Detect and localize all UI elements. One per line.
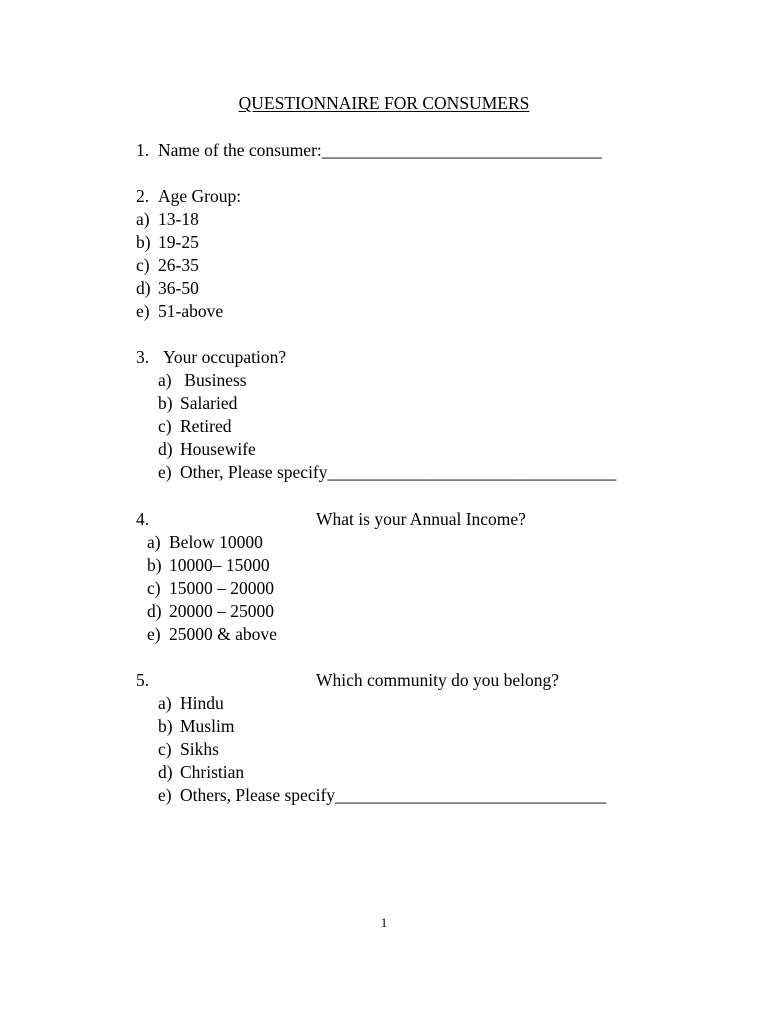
question-3-option-b-letter: b) <box>158 393 173 413</box>
question-3-text: Your occupation? <box>163 347 287 367</box>
question-3-option-d-letter: d) <box>158 439 173 459</box>
question-3-option-d-text: Housewife <box>180 439 256 459</box>
question-2-option-c-letter: c) <box>136 255 150 275</box>
question-2-option-b-letter: b) <box>136 232 151 252</box>
question-3-option-e-text: Other, Please specify_________________________________ <box>180 462 617 482</box>
question-3-option-c-letter: c) <box>158 416 172 436</box>
question-4-option-b-letter: b) <box>147 555 162 575</box>
question-4-text: What is your Annual Income? <box>316 509 526 529</box>
question-1-number: 1. <box>136 140 150 160</box>
question-3-number: 3. <box>136 347 150 367</box>
question-5-option-a-text: Hindu <box>180 693 224 713</box>
question-5-option-d-letter: d) <box>158 762 173 782</box>
question-4-option-c-letter: c) <box>147 578 161 598</box>
question-4-option-a-text: Below 10000 <box>169 532 263 552</box>
question-2-option-c-text: 26-35 <box>158 255 199 275</box>
question-5-option-b-text: Muslim <box>180 716 235 736</box>
question-4-option-e-text: 25000 & above <box>169 624 277 644</box>
question-5-option-a-letter: a) <box>158 693 172 713</box>
question-2-option-e-letter: e) <box>136 301 150 321</box>
question-4-number: 4. <box>136 509 150 529</box>
page-number: 1 <box>380 915 388 930</box>
question-2-number: 2. <box>136 186 150 206</box>
question-1-text: Name of the consumer:________________________________ <box>158 140 602 160</box>
question-2-option-e-text: 51-above <box>158 301 224 321</box>
question-5-option-d-text: Christian <box>180 762 245 782</box>
document-title: QUESTIONNAIRE FOR CONSUMERS <box>238 93 530 113</box>
question-5-option-c-text: Sikhs <box>180 739 219 759</box>
question-2-option-b-text: 19-25 <box>158 232 199 252</box>
question-4-option-e-letter: e) <box>147 624 161 644</box>
question-3-option-b-text: Salaried <box>180 393 238 413</box>
question-5-option-e-text: Others, Please specify_______________________________ <box>180 785 607 805</box>
question-3-option-a-letter: a) <box>158 370 172 390</box>
question-5-text: Which community do you belong? <box>316 670 560 690</box>
question-2-option-a-text: 13-18 <box>158 209 199 229</box>
question-2-option-d-letter: d) <box>136 278 151 298</box>
question-2-text: Age Group: <box>158 186 242 206</box>
question-2-option-d-text: 36-50 <box>158 278 199 298</box>
question-5-option-b-letter: b) <box>158 716 173 736</box>
question-4-option-a-letter: a) <box>147 532 161 552</box>
question-3-option-a-text: Business <box>180 370 247 390</box>
question-3-option-e-letter: e) <box>158 462 172 482</box>
question-4-option-c-text: 15000 – 20000 <box>169 578 274 598</box>
question-4-option-b-text: 10000– 15000 <box>169 555 270 575</box>
question-5-option-e-letter: e) <box>158 785 172 805</box>
question-3-option-c-text: Retired <box>180 416 232 436</box>
question-4-option-d-text: 20000 – 25000 <box>169 601 274 621</box>
question-4-option-d-letter: d) <box>147 601 162 621</box>
question-5-number: 5. <box>136 670 150 690</box>
question-2-option-a-letter: a) <box>136 209 150 229</box>
question-5-option-c-letter: c) <box>158 739 172 759</box>
